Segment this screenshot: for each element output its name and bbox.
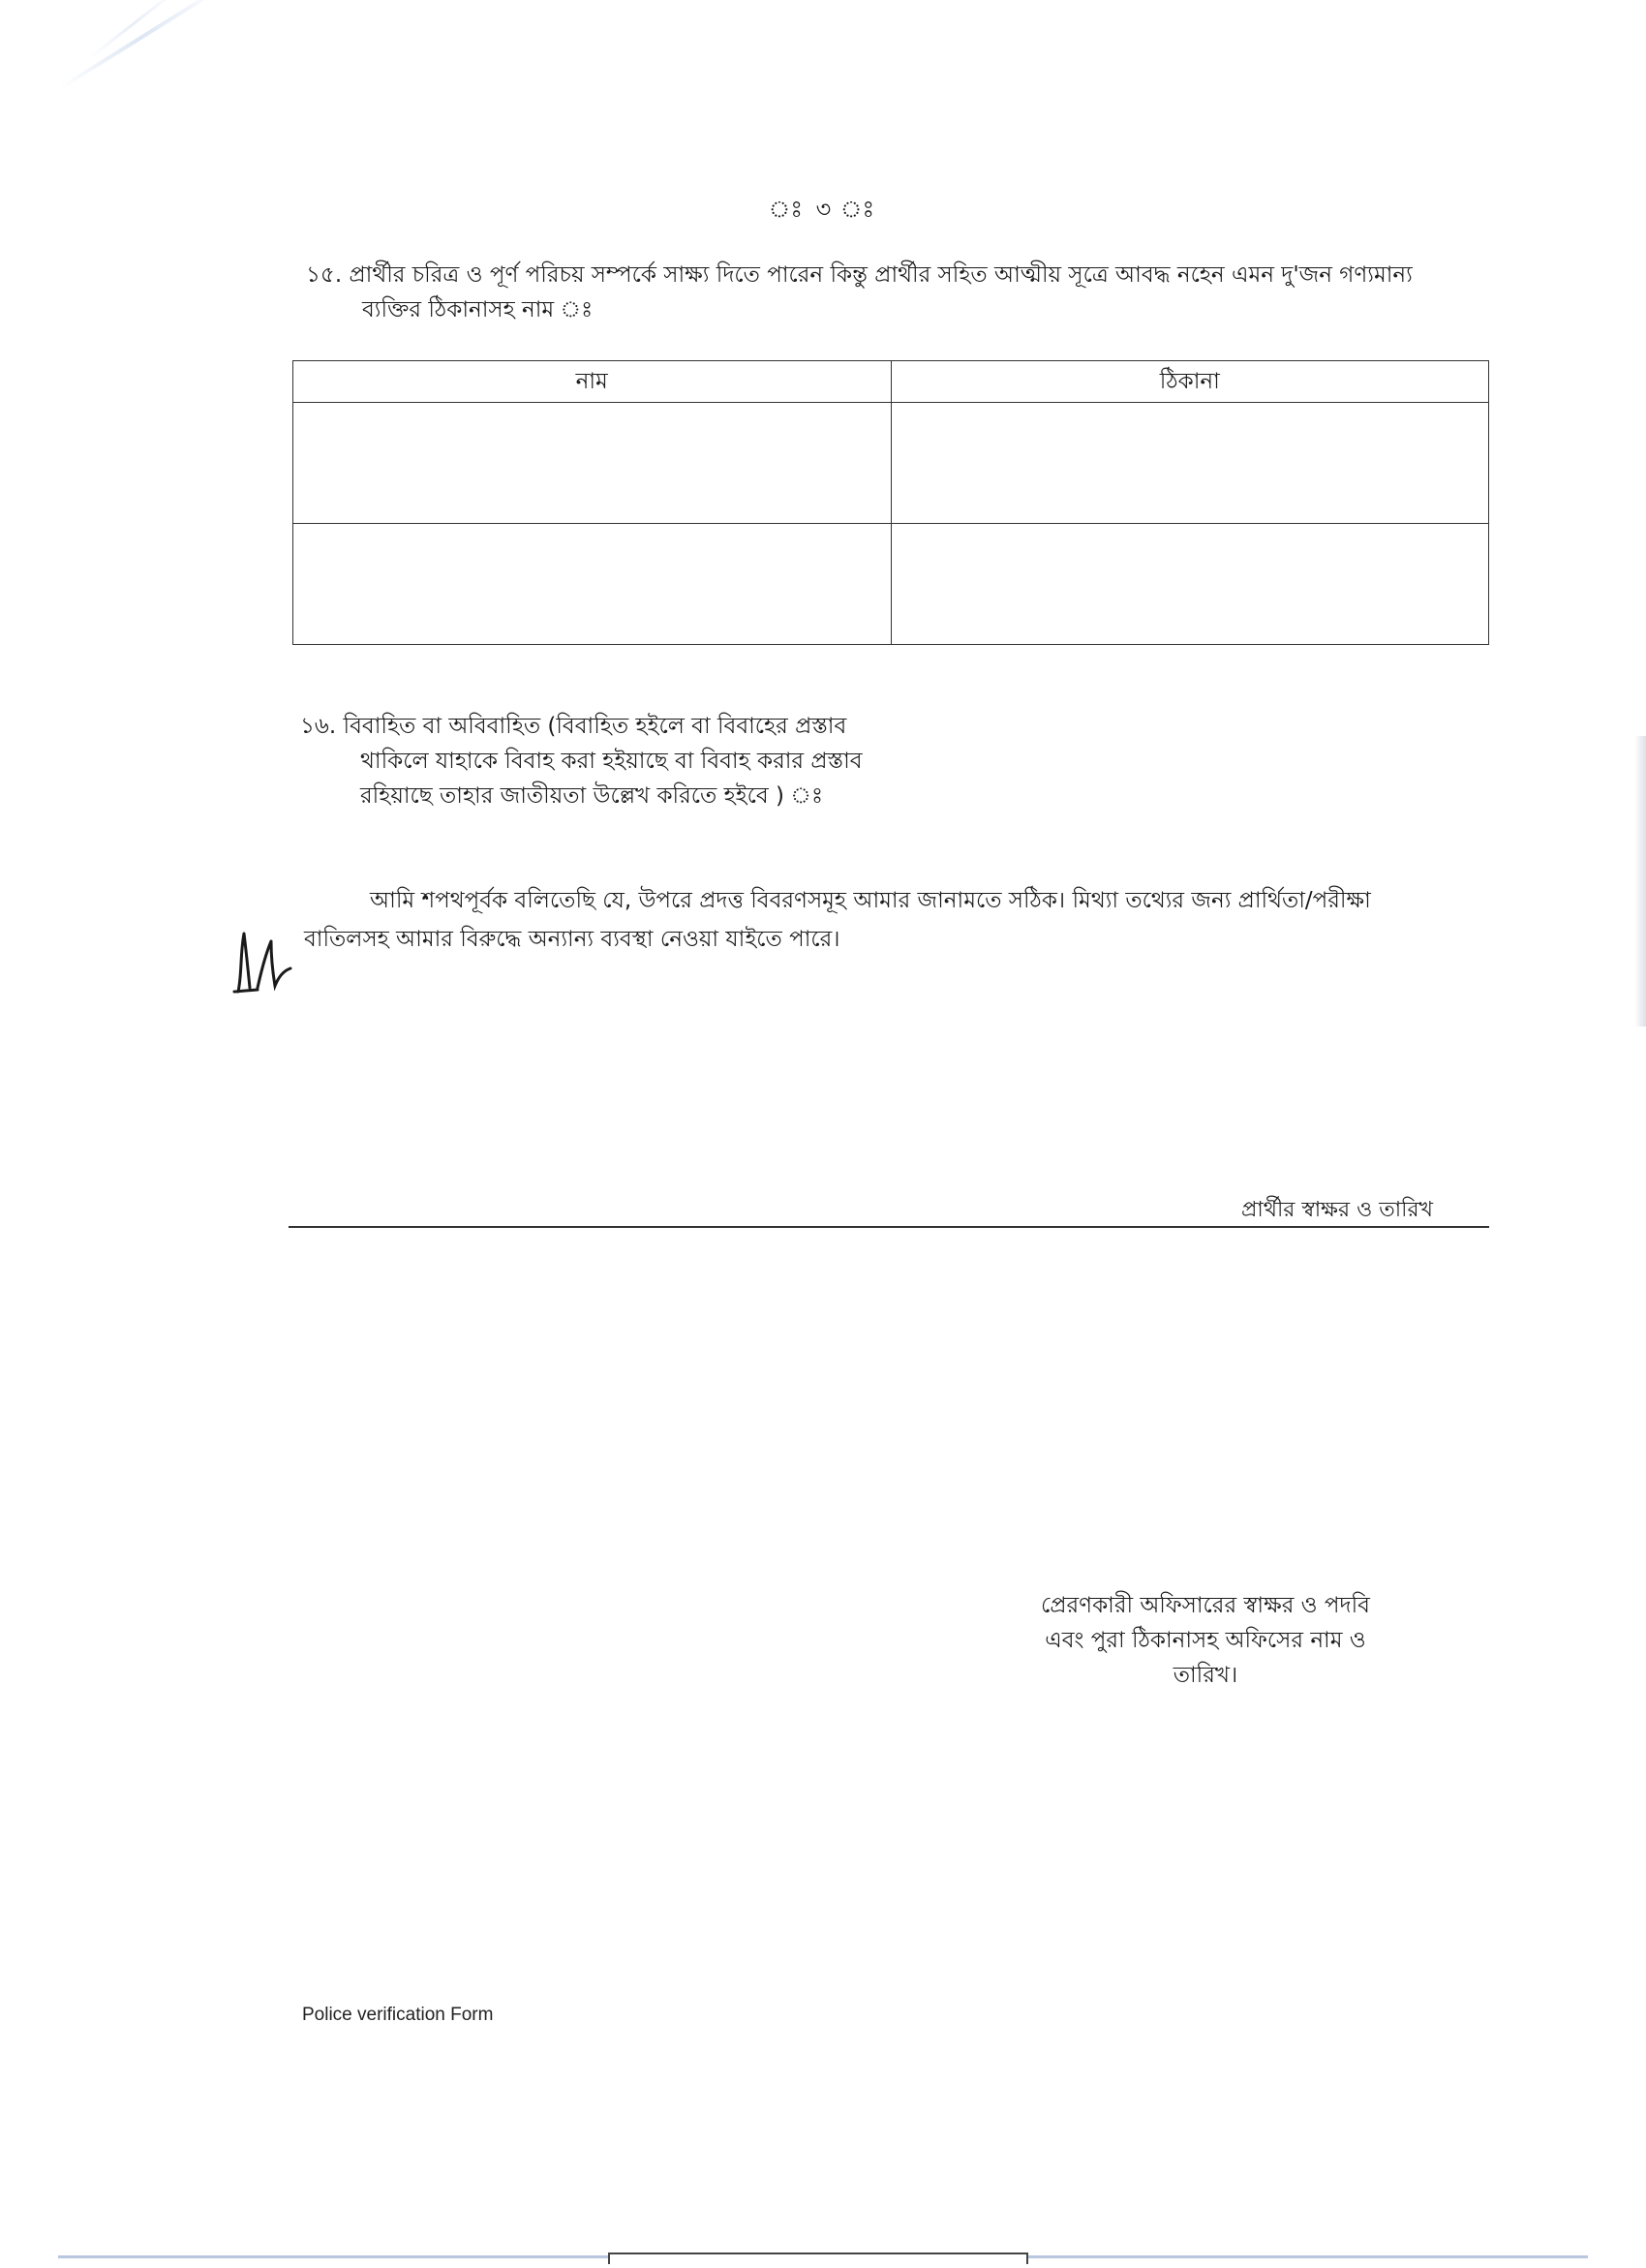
question-15-line-1 [306,258,1413,292]
table-row [293,524,1489,645]
witness-2-name-cell[interactable] [293,524,892,645]
officer-block-line-1: প্রেরণকারী অফিসারের স্বাক্ষর ও পদবি [1041,1593,1370,1618]
table-row [293,403,1489,524]
forwarding-officer-block [978,1588,1433,1693]
handwritten-initials [229,920,296,997]
table-header-name: নাম [293,361,892,403]
witness-1-name-cell[interactable] [293,403,892,524]
declaration-line-1: আমি শপথপূর্বক বলিতেছি যে, উপরে প্রদত্ত বিবরণসমূহ আমার জানামতে সঠিক। মিথ্যা তথ্যের জন্য প্রার্থিতা/পরীক্ষা [370,888,1371,913]
candidate-signature-label: প্রার্থীর স্বাক্ষর ও তারিখ [1240,1198,1433,1222]
question-16-line-1 [300,709,846,744]
table-header-row [293,361,1489,403]
witness-table [292,360,1489,645]
witness-2-address-cell[interactable] [891,524,1489,645]
officer-block-line-2: এবং পুরা ঠিকানাসহ অফিসের নাম ও [1045,1628,1366,1653]
candidate-signature-line[interactable] [289,1226,1489,1228]
question-15-number: ১৫. [306,262,343,288]
scan-bottom-tab [608,2253,1028,2264]
officer-block-line-3: তারিখ। [1173,1663,1238,1688]
question-15-text: প্রার্থীর চরিত্র ও পূর্ণ পরিচয় সম্পর্কে সাক্ষ্য দিতে পারেন কিন্তু প্রার্থীর সহিত আত্মীয় সূত্রে আবদ্ধ নহেন এমন দু'জন গণ্যমান্য [349,262,1413,288]
table-header-address: ঠিকানা [891,361,1489,403]
scan-artifact [87,0,180,60]
scan-edge-shadow [1634,736,1646,1027]
scan-artifact [58,0,225,90]
page-number: ঃ ৩ ঃ [768,196,878,223]
question-16-line-3: রহিয়াছে তাহার জাতীয়তা উল্লেখ করিতে হইবে ) ঃ [360,783,824,809]
question-15-line-2: ব্যক্তির ঠিকানাসহ নাম ঃ [362,297,594,322]
declaration-line-2: বাতিলসহ আমার বিরুদ্ধে অন্যান্য ব্যবস্থা নেওয়া যাইতে পারে। [304,927,840,952]
witness-1-address-cell[interactable] [891,403,1489,524]
question-16-number: ১৬. [300,714,337,739]
form-footer-label: Police verification Form [302,2005,494,2025]
question-16-text: বিবাহিত বা অবিবাহিত (বিবাহিত হইলে বা বিবাহের প্রস্তাব [343,714,847,739]
question-16-line-2: থাকিলে যাহাকে বিবাহ করা হইয়াছে বা বিবাহ করার প্রস্তাব [360,749,863,774]
